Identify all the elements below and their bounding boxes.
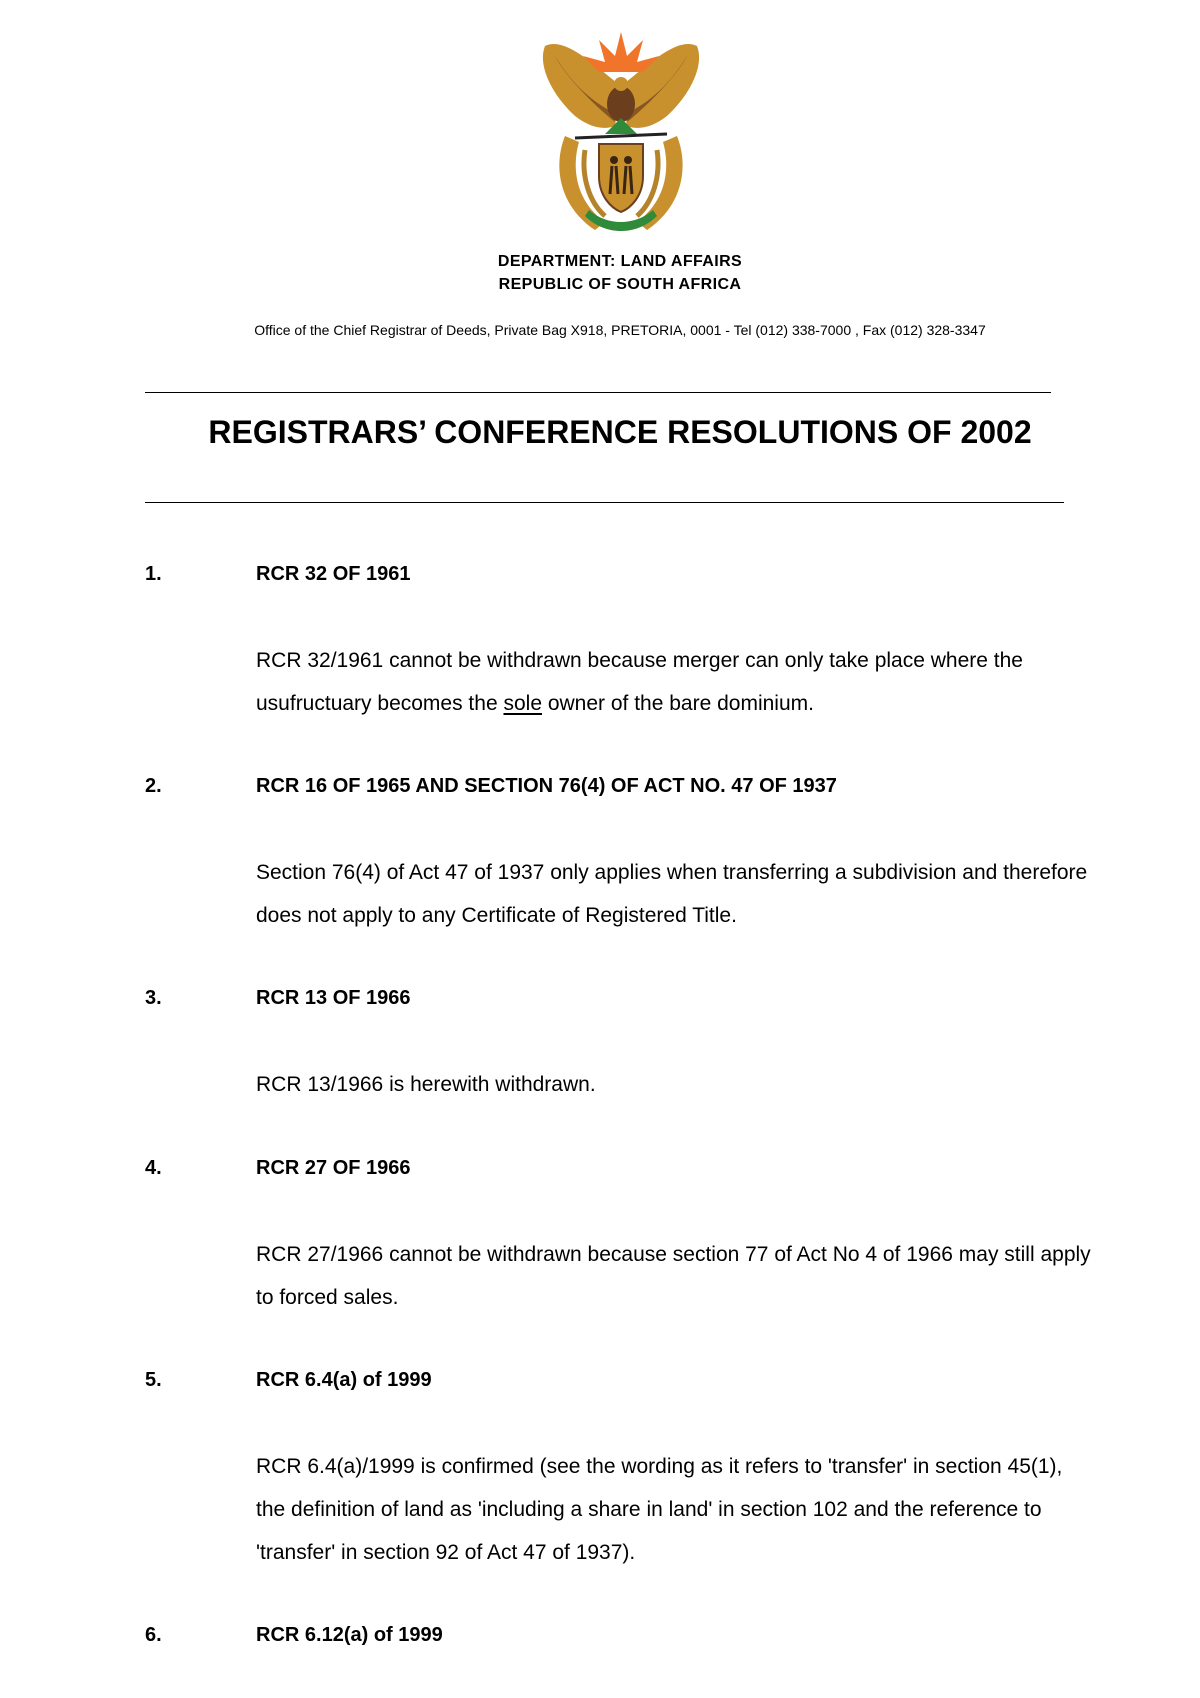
resolution-number: 2. xyxy=(145,775,162,797)
resolution-text: Section 76(4) of Act 47 of 1937 only applies when transferring a subdivision and therefore does not apply to any Certificate of Registered Title. xyxy=(256,861,1088,927)
south-africa-coat-of-arms-logo xyxy=(535,26,707,244)
resolution-text: RCR 13/1966 is herewith withdrawn. xyxy=(256,1073,596,1096)
divider-bottom xyxy=(145,502,1064,503)
resolution-number: 1. xyxy=(145,563,162,585)
resolution-heading: RCR 27 OF 1966 xyxy=(256,1157,411,1179)
resolution-heading: RCR 13 OF 1966 xyxy=(256,987,411,1009)
resolution-heading: RCR 16 OF 1965 AND SECTION 76(4) OF ACT NO. 47 OF 1937 xyxy=(256,775,837,797)
resolution-number: 4. xyxy=(145,1157,162,1179)
resolution-text xyxy=(256,639,1096,725)
department-name: DEPARTMENT: LAND AFFAIRS xyxy=(497,253,743,270)
resolution-heading: RCR 6.12(a) of 1999 xyxy=(256,1624,443,1646)
resolution-text: RCR 6.4(a)/1999 is confirmed (see the wording as it refers to 'transfer' in section 45(1), the definition of land as 'including a share in land' in section 102 and the reference to 'transfer' in section 92 of Act 47 of 1937). xyxy=(256,1455,1063,1564)
underlined-word: sole xyxy=(503,692,542,715)
resolution-text-part: owner of the bare dominium. xyxy=(542,692,814,715)
republic-name: REPUBLIC OF SOUTH AFRICA xyxy=(498,276,742,293)
resolution-number: 5. xyxy=(145,1369,162,1391)
resolution-number: 6. xyxy=(145,1624,162,1646)
resolution-heading: RCR 32 OF 1961 xyxy=(256,563,411,585)
resolution-heading: RCR 6.4(a) of 1999 xyxy=(256,1369,432,1391)
resolution-number: 3. xyxy=(145,987,162,1009)
resolution-text-part: RCR 32/1961 cannot be withdrawn because merger can only take place where the usufructuary becomes the xyxy=(256,649,1023,715)
resolution-text: RCR 27/1966 cannot be withdrawn because section 77 of Act No 4 of 1966 may still apply to forced sales. xyxy=(256,1243,1091,1309)
office-contact-line: Office of the Chief Registrar of Deeds, Private Bag X918, PRETORIA, 0001 - Tel (012) 338-7000 , Fax (012) 328-3347 xyxy=(254,322,986,338)
document-title: REGISTRARS’ CONFERENCE RESOLUTIONS OF 2002 xyxy=(208,414,1032,450)
divider-top xyxy=(145,392,1051,393)
